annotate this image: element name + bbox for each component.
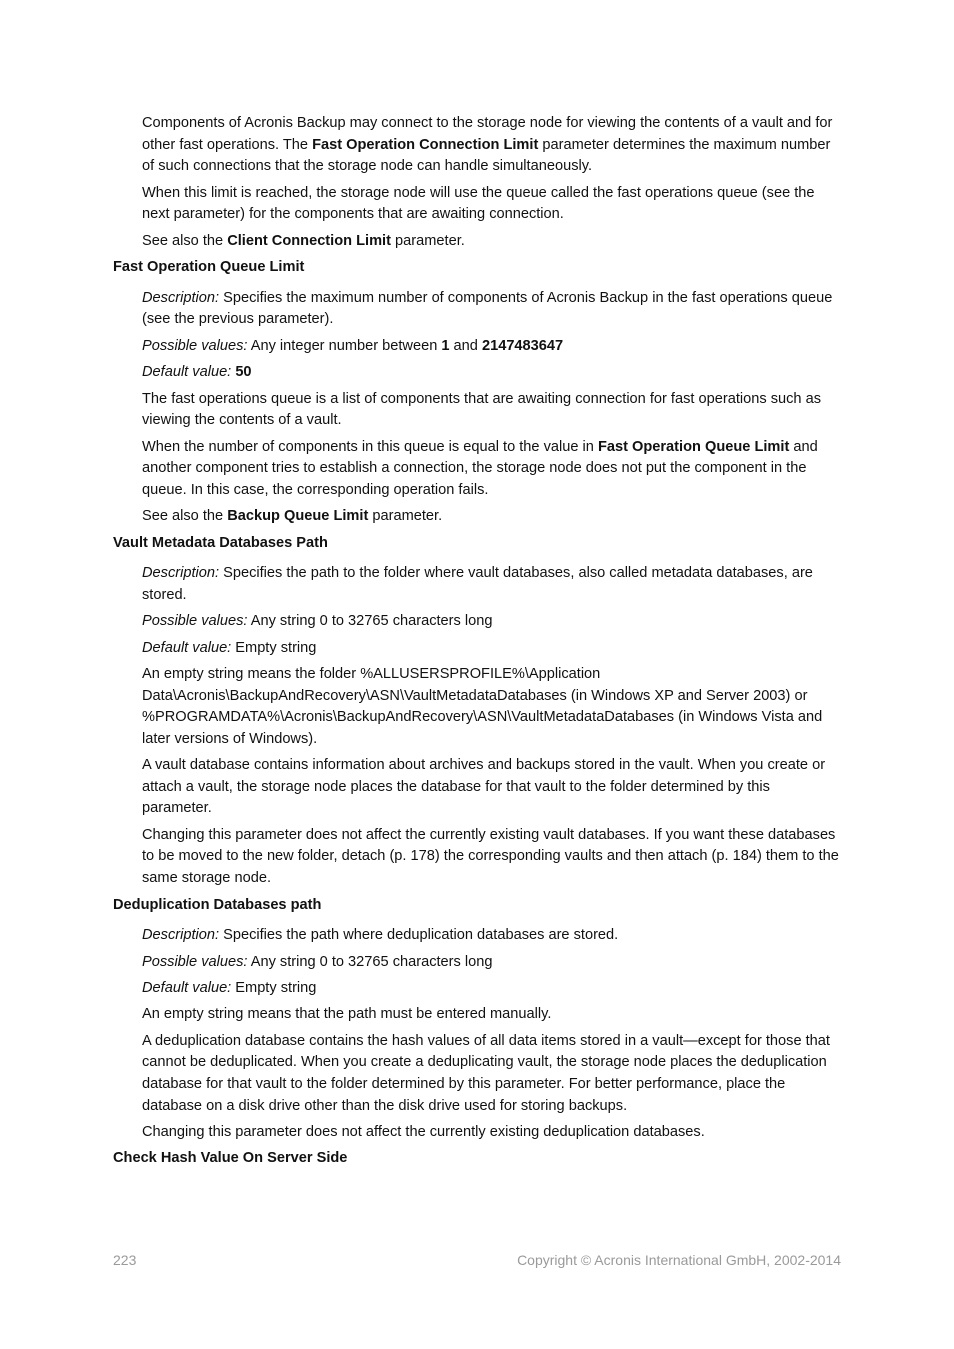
field-label: Default value: — [142, 364, 232, 381]
text-run: An empty string means that the path must be entered manually. — [142, 1006, 552, 1023]
text-run: A deduplication database contains the hash values of all data items stored in a vault—except for those that cannot be deduplicated. When you create a deduplicating vault, the storage node places the deduplication database for that vault to the folder determined by this parameter. For better performance, place the database on a disk drive other than the disk drive used for storing backups. — [142, 1032, 830, 1114]
text-run: parameter. — [368, 508, 443, 525]
bold-term: Client Connection Limit — [227, 232, 391, 249]
section-heading — [113, 1148, 842, 1170]
paragraph — [142, 1122, 842, 1144]
text-run: A vault database contains information about archives and backups stored in the vault. When you create or attach a vault, the storage node places the database for that vault to the folder determined by this parameter. — [142, 757, 826, 817]
text-run: Fast Operation Queue Limit — [113, 259, 305, 276]
field-label: Possible values: — [142, 613, 248, 630]
text-run: Components of Acronis Backup may connect to the storage node for viewing the contents of a vault and for other fast operations. The — [142, 115, 833, 153]
text-run: When this limit is reached, the storage node will use the queue called the fast operations queue (see the next parameter) for the components that are awaiting connection. — [142, 184, 815, 223]
field-label: Possible values: — [142, 337, 248, 354]
paragraph — [142, 978, 842, 1000]
field-label: Description: — [142, 289, 220, 306]
field-label: Description: — [142, 927, 220, 944]
field-label: Description: — [142, 565, 220, 582]
section-heading — [113, 257, 842, 279]
paragraph — [142, 183, 842, 226]
field-label: Default value: — [142, 979, 232, 996]
paragraph — [142, 336, 842, 358]
text-run: See also the — [142, 232, 228, 249]
text-run: The fast operations queue is a list of components that are awaiting connection for fast operations such as viewing the contents of a vault. — [142, 390, 822, 429]
document-body — [0, 113, 954, 1179]
bold-term: 50 — [235, 364, 252, 381]
bold-term: Fast Operation Connection Limit — [312, 136, 539, 153]
paragraph — [142, 113, 842, 178]
text-run: Check Hash Value On Server Side — [113, 1150, 348, 1167]
paragraph — [142, 638, 842, 660]
paragraph — [142, 825, 842, 890]
paragraph — [142, 664, 842, 750]
text-run: Any string 0 to 32765 characters long — [247, 953, 493, 970]
text-run: Specifies the path where deduplication databases are stored. — [219, 927, 619, 944]
paragraph — [142, 231, 842, 253]
text-run: Empty string — [231, 979, 317, 996]
paragraph — [142, 506, 842, 528]
text-run: Any string 0 to 32765 characters long — [247, 613, 493, 630]
text-run: parameter determines the maximum number of such connections that the storage node can handle simultaneously. — [142, 136, 831, 175]
paragraph — [142, 563, 842, 606]
paragraph — [142, 389, 842, 432]
text-run: See also the — [142, 508, 228, 525]
bold-term: 2147483647 — [481, 337, 564, 354]
text-run: and — [449, 337, 482, 354]
paragraph — [142, 362, 842, 384]
field-label: Default value: — [142, 639, 232, 656]
paragraph — [142, 952, 842, 974]
field-label: Possible values: — [142, 953, 248, 970]
paragraph — [142, 1031, 842, 1117]
section-heading — [113, 533, 842, 555]
bold-term: Backup Queue Limit — [227, 508, 369, 525]
section-heading — [113, 895, 842, 917]
paragraph — [142, 611, 842, 633]
text-run: Changing this parameter does not affect the currently existing deduplication databases. — [142, 1123, 705, 1140]
paragraph — [142, 925, 842, 947]
text-run: Deduplication Databases path — [113, 896, 322, 913]
text-run: An empty string means the folder %ALLUSERSPROFILE%\Application Data\Acronis\BackupAndRecovery\ASN\VaultMetadataDatabases (in Windows XP and Server 2003) or %PROGRAMDATA%\Acronis\BackupAndRecovery\ASN\VaultMetadataDatabases (in Windows Vista and later versions of Windows). — [142, 666, 823, 747]
text-run: Changing this parameter does not affect the currently existing vault databases. If you want these databases to be moved to the new folder, detach (p. 178) the corresponding vaults and then attach (p. 184) them to the same storage node. — [142, 826, 839, 886]
text-run: Specifies the path to the folder where vault databases, also called metadata databases, are stored. — [142, 565, 813, 603]
paragraph — [142, 437, 842, 502]
text-run: Empty string — [231, 639, 317, 656]
text-run: parameter. — [390, 232, 465, 249]
bold-term: Fast Operation Queue Limit — [597, 438, 790, 455]
text-run: Specifies the maximum number of components of Acronis Backup in the fast operations queue (see the previous parameter). — [142, 289, 833, 328]
copyright-notice: Copyright © Acronis International GmbH, 2002-2014 — [517, 1252, 841, 1268]
text-run: When the number of components in this queue is equal to the value in — [142, 438, 598, 455]
bold-term: 1 — [441, 337, 450, 354]
paragraph — [142, 1004, 842, 1026]
page-number: 223 — [113, 1252, 137, 1268]
paragraph — [142, 755, 842, 820]
page-footer — [113, 1250, 841, 1272]
text-run: Vault Metadata Databases Path — [113, 534, 328, 551]
text-run: and another component tries to establish a connection, the storage node does not put the component in the queue. In this case, the corresponding operation fails. — [142, 438, 818, 498]
text-run: Any integer number between — [247, 337, 442, 354]
paragraph — [142, 288, 842, 331]
